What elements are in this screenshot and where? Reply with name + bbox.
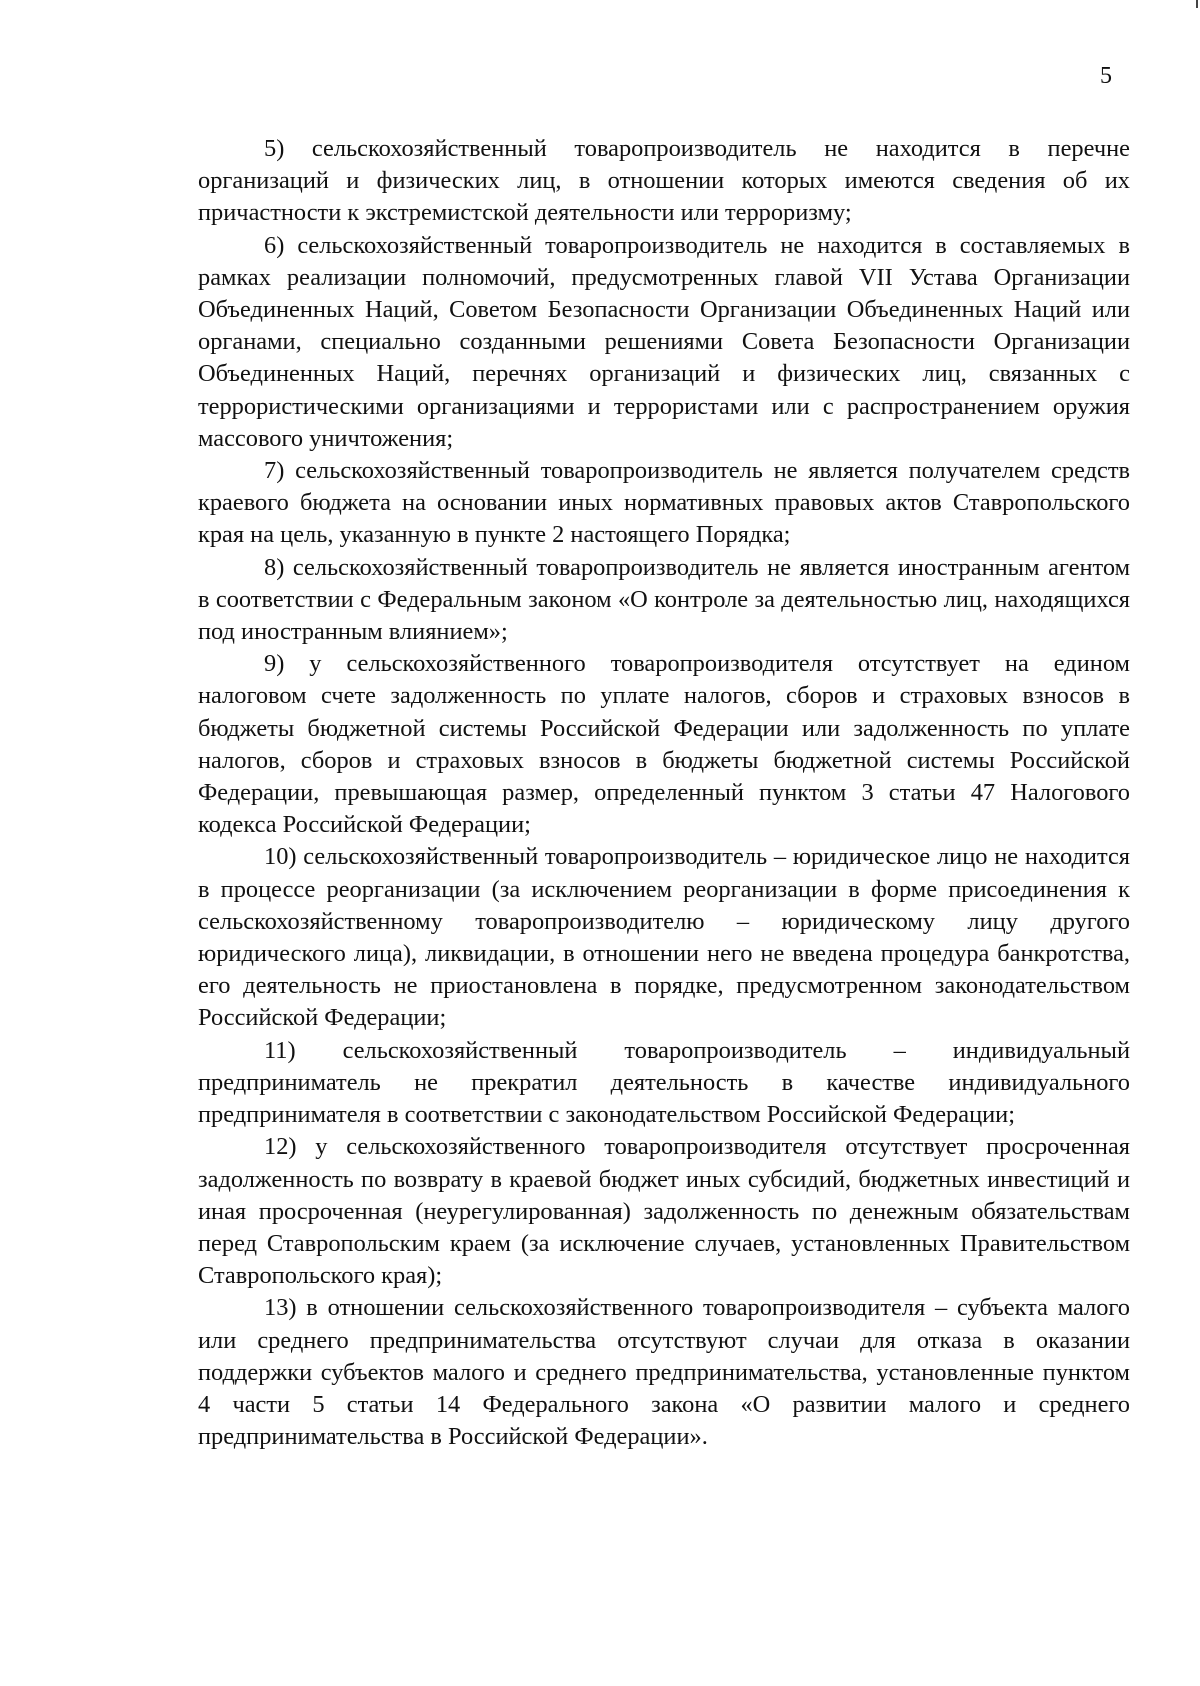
page-number: 5 [1100, 63, 1112, 89]
list-item-12: 12) у сельскохозяйственного товаропроизводителя отсутствует просроченная задолженность по возврату в краевой бюджет иных субсидий, бюджетных инвестиций и иная просроченная (неурегулированная) задолженность по денежным обязательствам перед Ставропольским краем (за исключение случаев, установленных Правительством Ставропольского края); [198, 1133, 1130, 1290]
list-item-11: 11) сельскохозяйственный товаропроизводитель – индивидуальный предприниматель не прекратил деятельность в качестве индивидуального предпринимателя в соответствии с законодательством Российской Федерации; [198, 1036, 1130, 1129]
document-body [198, 133, 1130, 1453]
list-item-9: 9) у сельскохозяйственного товаропроизводителя отсутствует на едином налоговом счете задолженность по уплате налогов, сборов и страховых взносов в бюджеты бюджетной системы Российской Федерации или задолженность по уплате налогов, сборов и страховых взносов в бюджеты бюджетной системы Российской Федерации, превышающая размер, определенный пунктом 3 статьи 47 Налогового кодекса Российской Федерации; [198, 650, 1130, 839]
list-item-10: 10) сельскохозяйственный товаропроизводитель – юридическое лицо не находится в процессе реорганизации (за исключением реорганизации в форме присоединения к сельскохозяйственному товаропроизводителю – юридическому лицу другого юридического лица), ликвидации, в отношении него не введена процедура банкротства, его деятельность не приостановлена в порядке, предусмотренном законодательством Российской Федерации; [198, 843, 1130, 1032]
list-item-7: 7) сельскохозяйственный товаропроизводитель не является получателем средств краевого бюджета на основании иных нормативных правовых актов Ставропольского края на цель, указанную в пункте 2 настоящего Порядка; [198, 457, 1130, 549]
list-item-13: 13) в отношении сельскохозяйственного товаропроизводителя – субъекта малого или среднего предпринимательства отсутствуют случаи для отказа в оказании поддержки субъектов малого и среднего предпринимательства, установленные пунктом 4 части 5 статьи 14 Федерального закона «О развитии малого и среднего предпринимательства в Российской Федерации». [198, 1294, 1130, 1451]
list-item-8: 8) сельскохозяйственный товаропроизводитель не является иностранным агентом в соответствии с Федеральным законом «О контроле за деятельностью лиц, находящихся под иностранным влиянием»; [198, 553, 1130, 646]
list-item-6: 6) сельскохозяйственный товаропроизводитель не находится в составляемых в рамках реализации полномочий, предусмотренных главой VII Устава Организации Объединенных Наций, Советом Безопасности Организации Объединенных Наций или органами, специально созданными решениями Совета Безопасности Организации Объединенных Наций, перечнях организаций и физических лиц, связанных с террористическими организациями и террористами или с распространением оружия массового уничтожения; [198, 231, 1130, 452]
scan-edge-mark [1196, 0, 1198, 8]
list-item-5: 5) сельскохозяйственный товаропроизводитель не находится в перечне организаций и физических лиц, в отношении которых имеются сведения об их причастности к экстремистской деятельности или терроризму; [198, 135, 1130, 227]
